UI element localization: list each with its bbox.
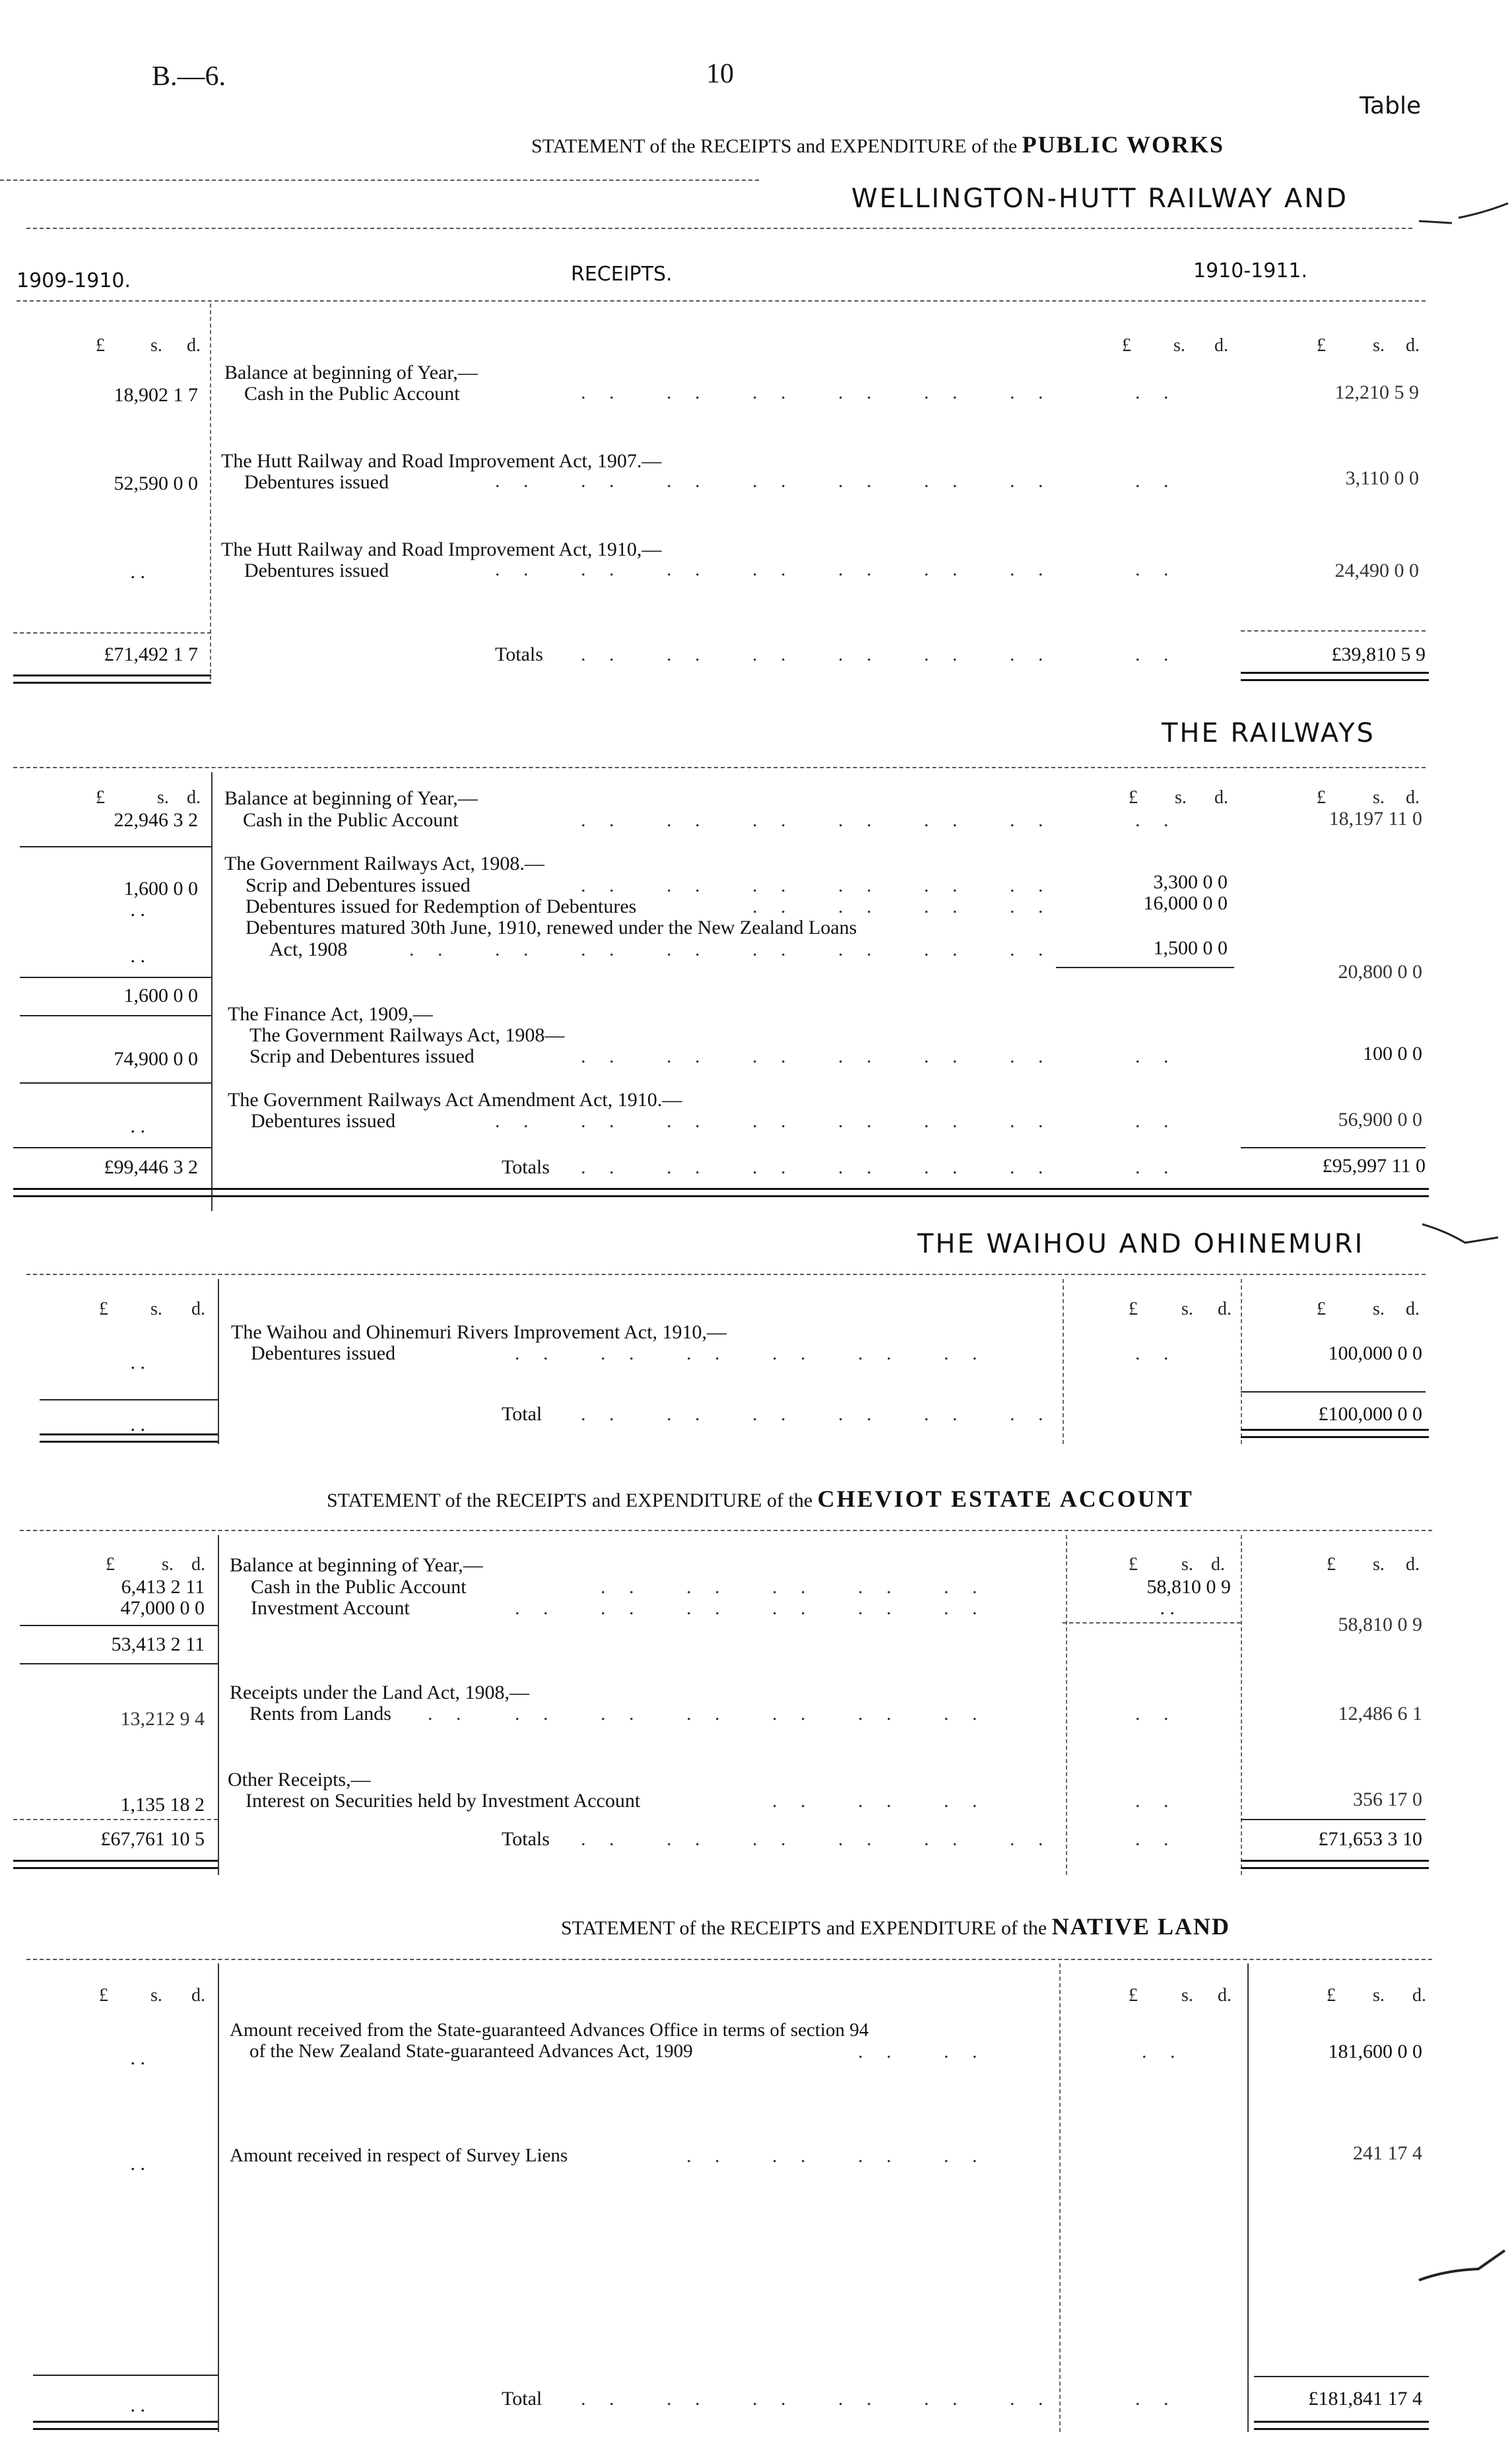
dot-leader: . . <box>515 1342 558 1364</box>
col-header-receipts: RECEIPTS. <box>571 263 673 286</box>
row-heading: The Finance Act, 1909,— <box>228 1003 433 1025</box>
dot-leader: . . <box>1010 1403 1053 1425</box>
dot-leader: . . <box>752 2388 795 2410</box>
dot-leader: . . <box>752 1828 795 1850</box>
curr-amount: 100 0 0 <box>1363 1043 1422 1065</box>
unit-label: d. <box>1406 1299 1420 1319</box>
unit-label: £ <box>1129 1299 1138 1319</box>
unit-label: s. <box>162 1554 174 1575</box>
prev-total: . . <box>130 2394 145 2416</box>
dot-leader: . . <box>409 938 452 960</box>
prev-amount: . . <box>130 2153 145 2175</box>
dot-leader: . . <box>838 558 881 580</box>
unit-label: s. <box>1373 1554 1385 1575</box>
dot-leader: . . <box>752 809 795 831</box>
dot-leader: . . <box>601 1703 643 1724</box>
curr-amount: 24,490 0 0 <box>1334 560 1419 581</box>
prev-amount: 1,135 18 2 <box>120 1794 205 1816</box>
dot-leader: . . <box>581 1403 624 1425</box>
dot-leader: . . <box>944 1703 987 1724</box>
unit-label: STATEMENT of the RECEIPTS and EXPENDITURE of the <box>531 135 1018 157</box>
dot-leader: . . <box>924 1828 967 1850</box>
totals-label: Totals <box>502 1828 550 1850</box>
row-item: Cash in the Public Account <box>243 809 459 831</box>
unit-label: NATIVE LAND <box>1051 1913 1231 1940</box>
dot-leader: . . <box>581 381 624 403</box>
dot-leader: . . <box>601 1597 643 1619</box>
unit-label: CHEVIOT ESTATE ACCOUNT <box>817 1486 1194 1512</box>
row-text-cont: of the New Zealand State-guaranteed Advances Act, 1909 <box>249 2041 693 2062</box>
unit-label: s. <box>150 1299 162 1319</box>
curr-amount: 241 17 4 <box>1353 2142 1422 2164</box>
dot-leader: . . <box>772 1597 815 1619</box>
prev-amount: . . <box>130 899 145 921</box>
dot-leader: . . <box>495 558 538 580</box>
dot-leader: . . <box>515 1703 558 1724</box>
prev-amount: . . <box>130 561 145 583</box>
unit-shillings: s. <box>1173 335 1185 356</box>
table-label: Table <box>1360 92 1422 119</box>
dot-leader: . . <box>667 1110 709 1132</box>
section-title-wellington-hutt: WELLINGTON-HUTT RAILWAY AND <box>851 183 1348 214</box>
curr-total: £95,997 11 0 <box>1322 1155 1426 1177</box>
dot-leader: . . <box>1010 809 1053 831</box>
dot-leader: . . <box>1010 643 1053 665</box>
unit-pence: d. <box>1406 335 1420 356</box>
unit-label: d. <box>191 1985 205 2006</box>
dot-leader: . . <box>581 874 624 896</box>
sub-amount: 1,500 0 0 <box>1153 937 1228 959</box>
dot-leader: . . <box>1142 2041 1185 2062</box>
dot-leader: . . <box>838 1403 881 1425</box>
unit-label: d. <box>1214 787 1228 808</box>
dot-leader: . . <box>495 1110 538 1132</box>
dot-leader: . . <box>752 1110 795 1132</box>
unit-shillings: s. <box>1373 335 1385 356</box>
statement-header <box>531 131 1224 158</box>
dot-leader: . . <box>838 2388 881 2410</box>
dot-leader: . . <box>581 2388 624 2410</box>
sub-amount: . . <box>1160 1597 1175 1619</box>
unit-label: £ <box>1327 1985 1336 2006</box>
row-heading: The Hutt Railway and Road Improvement Act, 1910,— <box>221 539 662 560</box>
row-heading: Balance at beginning of Year,— <box>224 362 478 383</box>
dot-leader: . . <box>752 643 795 665</box>
dot-leader: . . <box>667 874 709 896</box>
dot-leader: . . <box>581 1045 624 1067</box>
unit-label: s. <box>157 787 169 808</box>
dot-leader: . . <box>686 1342 729 1364</box>
totals-label: Totals <box>502 1156 550 1178</box>
curr-total: £100,000 0 0 <box>1318 1403 1422 1425</box>
dot-leader: . . <box>838 896 881 917</box>
dot-leader: . . <box>581 470 624 492</box>
unit-label: d. <box>1218 1299 1232 1319</box>
dot-leader: . . <box>667 1403 709 1425</box>
row-item: Cash in the Public Account <box>244 383 460 405</box>
unit-label: £ <box>99 1985 108 2006</box>
row-item: Rents from Lands <box>249 1703 391 1724</box>
unit-label: PUBLIC WORKS <box>1022 131 1225 158</box>
curr-total: £71,653 3 10 <box>1318 1828 1422 1850</box>
dot-leader: . . <box>752 558 795 580</box>
dot-leader: . . <box>667 1045 709 1067</box>
dot-leader: . . <box>924 1403 967 1425</box>
unit-label: d. <box>1211 1554 1225 1575</box>
dot-leader: . . <box>495 938 538 960</box>
dot-leader: . . <box>1010 381 1053 403</box>
dot-leader: . . <box>1010 1045 1053 1067</box>
unit-label: d. <box>1406 787 1420 808</box>
dot-leader: . . <box>581 938 624 960</box>
dot-leader: . . <box>858 1342 901 1364</box>
prev-amount: 1,600 0 0 <box>123 878 198 900</box>
dot-leader: . . <box>944 1576 987 1598</box>
row-item: Scrip and Debentures issued <box>246 874 471 896</box>
dot-leader: . . <box>1135 1156 1178 1178</box>
dot-leader: . . <box>667 1828 709 1850</box>
dot-leader: . . <box>944 1597 987 1619</box>
dot-leader: . . <box>495 470 538 492</box>
unit-label: s. <box>1373 1299 1385 1319</box>
unit-pounds: £ <box>96 335 105 356</box>
unit-shillings: s. <box>150 335 162 356</box>
dot-leader: . . <box>581 643 624 665</box>
unit-label: s. <box>1175 787 1187 808</box>
dot-leader: . . <box>1135 1703 1178 1724</box>
dot-leader: . . <box>838 809 881 831</box>
dot-leader: . . <box>838 874 881 896</box>
dot-leader: . . <box>686 1597 729 1619</box>
unit-label: STATEMENT of the RECEIPTS and EXPENDITURE of the <box>327 1490 813 1511</box>
dot-leader: . . <box>924 809 967 831</box>
unit-pounds: £ <box>1122 335 1131 356</box>
dot-leader: . . <box>667 938 709 960</box>
row-item: Investment Account <box>251 1597 410 1619</box>
dot-leader: . . <box>601 1342 643 1364</box>
curr-amount: 12,210 5 9 <box>1334 381 1419 403</box>
unit-label: s. <box>1373 787 1385 808</box>
unit-label: d. <box>191 1299 205 1319</box>
unit-label: d. <box>1412 1985 1426 2006</box>
page-reference: B.—6. <box>152 61 226 92</box>
dot-leader: . . <box>1135 470 1178 492</box>
curr-amount: 12,486 6 1 <box>1338 1703 1422 1724</box>
dot-leader: . . <box>1135 809 1178 831</box>
dot-leader: . . <box>667 381 709 403</box>
curr-total: £39,810 5 9 <box>1331 643 1426 665</box>
dot-leader: . . <box>667 470 709 492</box>
row-text: Amount received from the State-guaranteed Advances Office in terms of section 94 <box>230 2020 869 2041</box>
dot-leader: . . <box>1010 896 1053 917</box>
unit-label: d. <box>1218 1985 1232 2006</box>
prev-amount: 52,590 0 0 <box>114 473 198 494</box>
dot-leader: . . <box>924 1156 967 1178</box>
dot-leader: . . <box>752 1403 795 1425</box>
dot-leader: . . <box>838 1045 881 1067</box>
unit-label: £ <box>106 1554 115 1575</box>
row-item: Debentures issued <box>244 560 389 581</box>
dot-leader: . . <box>772 2145 815 2167</box>
dot-leader: . . <box>858 2145 901 2167</box>
unit-label: £ <box>1327 1554 1336 1575</box>
prev-total: £99,446 3 2 <box>104 1156 198 1178</box>
dot-leader: . . <box>924 874 967 896</box>
dot-leader: . . <box>772 1790 815 1812</box>
dot-leader: . . <box>1010 938 1053 960</box>
curr-amount: 356 17 0 <box>1353 1789 1422 1810</box>
unit-label: s. <box>1181 1985 1193 2006</box>
col-header-1909-1910: 1909-1910. <box>16 269 131 292</box>
prev-total: £67,761 10 5 <box>100 1828 205 1850</box>
row-item: Debentures issued <box>251 1342 396 1364</box>
dot-leader: . . <box>772 1703 815 1724</box>
dot-leader: . . <box>1135 558 1178 580</box>
prev-total: . . <box>130 1414 145 1435</box>
dot-leader: . . <box>1010 1110 1053 1132</box>
dot-leader: . . <box>686 1703 729 1724</box>
row-heading: Balance at beginning of Year,— <box>224 787 478 809</box>
dot-leader: . . <box>838 1156 881 1178</box>
dot-leader: . . <box>1135 381 1178 403</box>
curr-total: £181,841 17 4 <box>1308 2388 1422 2410</box>
unit-pounds: £ <box>1317 335 1326 356</box>
dot-leader: . . <box>581 1156 624 1178</box>
dot-leader: . . <box>924 896 967 917</box>
dot-leader: . . <box>838 938 881 960</box>
dot-leader: . . <box>944 1342 987 1364</box>
row-heading: Receipts under the Land Act, 1908,— <box>230 1682 530 1703</box>
totals-label: Totals <box>495 643 543 665</box>
unit-label: d. <box>187 787 201 808</box>
dot-leader: . . <box>924 470 967 492</box>
dot-leader: . . <box>667 1156 709 1178</box>
curr-amount: 20,800 0 0 <box>1338 961 1422 983</box>
dot-leader: . . <box>667 558 709 580</box>
dot-leader: . . <box>858 2041 901 2062</box>
curr-amount: 18,197 11 0 <box>1329 808 1422 830</box>
row-item: Debentures issued for Redemption of Debentures <box>246 896 637 917</box>
dot-leader: . . <box>1010 558 1053 580</box>
dot-leader: . . <box>1135 1790 1178 1812</box>
dot-leader: . . <box>858 1576 901 1598</box>
col-header-1910-1911: 1910-1911. <box>1193 259 1308 282</box>
dot-leader: . . <box>1010 1156 1053 1178</box>
prev-subtotal: 1,600 0 0 <box>123 985 198 1006</box>
statement-header-native-land <box>561 1913 1230 1940</box>
prev-total: £71,492 1 7 <box>104 643 198 665</box>
dot-leader: . . <box>944 2145 987 2167</box>
unit-label: s. <box>1181 1299 1193 1319</box>
dot-leader: . . <box>838 643 881 665</box>
prev-amount: 47,000 0 0 <box>120 1597 205 1619</box>
row-item: Interest on Securities held by Investment Account <box>246 1790 641 1812</box>
dot-leader: . . <box>752 1156 795 1178</box>
dot-leader: . . <box>838 381 881 403</box>
page-number: 10 <box>706 59 734 89</box>
sub-amount: 16,000 0 0 <box>1143 892 1228 914</box>
dot-leader: . . <box>1135 1342 1178 1364</box>
row-heading: The Government Railways Act, 1908.— <box>224 853 544 874</box>
row-item-cont: Act, 1908 <box>269 938 348 960</box>
row-item: Debentures issued <box>251 1110 396 1132</box>
unit-label: s. <box>1373 1985 1385 2006</box>
dot-leader: . . <box>944 1790 987 1812</box>
sub-amount: 58,810 0 9 <box>1146 1576 1231 1598</box>
dot-leader: . . <box>838 1110 881 1132</box>
dot-leader: . . <box>667 809 709 831</box>
curr-amount: 181,600 0 0 <box>1328 2041 1422 2062</box>
unit-label: d. <box>191 1554 205 1575</box>
dot-leader: . . <box>686 2145 729 2167</box>
dot-leader: . . <box>581 558 624 580</box>
dot-leader: . . <box>1135 2388 1178 2410</box>
unit-label: £ <box>1129 1985 1138 2006</box>
unit-label: £ <box>1317 787 1326 808</box>
curr-amount: 100,000 0 0 <box>1328 1342 1422 1364</box>
dot-leader: . . <box>772 1576 815 1598</box>
dot-leader: . . <box>1135 1110 1178 1132</box>
dot-leader: . . <box>581 1110 624 1132</box>
unit-label: d. <box>1406 1554 1420 1575</box>
unit-label: £ <box>1317 1299 1326 1319</box>
dot-leader: . . <box>428 1703 471 1724</box>
pen-mark-icon <box>1419 1218 1505 1251</box>
row-heading: Other Receipts,— <box>228 1769 371 1790</box>
dot-leader: . . <box>1135 1828 1178 1850</box>
sub-amount: 3,300 0 0 <box>1153 871 1228 893</box>
prev-amount: 18,902 1 7 <box>114 384 198 406</box>
dot-leader: . . <box>752 470 795 492</box>
unit-label: STATEMENT of the RECEIPTS and EXPENDITURE of the <box>561 1917 1047 1939</box>
dot-leader: . . <box>858 1790 901 1812</box>
unit-label: £ <box>99 1299 108 1319</box>
totals-label: Total <box>502 1403 542 1425</box>
dot-leader: . . <box>752 938 795 960</box>
dot-leader: . . <box>924 558 967 580</box>
unit-pence: d. <box>187 335 201 356</box>
dot-leader: . . <box>924 938 967 960</box>
row-heading: The Waihou and Ohinemuri Rivers Improvement Act, 1910,— <box>231 1321 727 1343</box>
pen-mark-icon <box>1412 2237 1511 2290</box>
dot-leader: . . <box>944 2041 987 2062</box>
totals-label: Total <box>502 2388 542 2410</box>
dot-leader: . . <box>924 381 967 403</box>
row-heading: The Hutt Railway and Road Improvement Act, 1907.— <box>221 450 662 472</box>
dot-leader: . . <box>667 643 709 665</box>
statement-header-cheviot <box>327 1485 1194 1513</box>
dot-leader: . . <box>838 470 881 492</box>
curr-amount: 56,900 0 0 <box>1338 1109 1422 1131</box>
prev-amount: 13,212 9 4 <box>120 1708 205 1730</box>
row-heading: Balance at beginning of Year,— <box>230 1554 483 1576</box>
dot-leader: . . <box>858 1703 901 1724</box>
curr-amount: 3,110 0 0 <box>1345 467 1419 489</box>
dot-leader: . . <box>667 2388 709 2410</box>
dot-leader: . . <box>1010 470 1053 492</box>
prev-amount: 6,413 2 11 <box>121 1576 205 1598</box>
dot-leader: . . <box>752 1045 795 1067</box>
dot-leader: . . <box>924 2388 967 2410</box>
row-item: Debentures issued <box>244 471 389 493</box>
dot-leader: . . <box>1010 1828 1053 1850</box>
dot-leader: . . <box>752 381 795 403</box>
section-title-waihou-ohinemuri: THE WAIHOU AND OHINEMURI <box>917 1229 1365 1259</box>
section-title-railways: THE RAILWAYS <box>1162 718 1375 748</box>
dot-leader: . . <box>858 1597 901 1619</box>
row-heading: The Government Railways Act Amendment Act, 1910.— <box>228 1089 682 1111</box>
prev-subtotal: 53,413 2 11 <box>111 1633 205 1655</box>
row-item: Debentures matured 30th June, 1910, renewed under the New Zealand Loans <box>246 917 857 938</box>
unit-label: s. <box>150 1985 162 2006</box>
dot-leader: . . <box>1135 1045 1178 1067</box>
dot-leader: . . <box>752 896 795 917</box>
dot-leader: . . <box>515 1597 558 1619</box>
prev-amount: . . <box>130 2047 145 2069</box>
prev-amount: . . <box>130 945 145 967</box>
row-item: Cash in the Public Account <box>251 1576 467 1598</box>
dot-leader: . . <box>924 1110 967 1132</box>
prev-amount: . . <box>130 1352 145 1373</box>
unit-label: £ <box>1129 787 1138 808</box>
row-item: Scrip and Debentures issued <box>249 1045 475 1067</box>
dot-leader: . . <box>1010 874 1053 896</box>
pen-mark-icon <box>1412 198 1511 238</box>
row-subheading: The Government Railways Act, 1908— <box>249 1024 565 1046</box>
dot-leader: . . <box>601 1576 643 1598</box>
dot-leader: . . <box>924 643 967 665</box>
dot-leader: . . <box>752 874 795 896</box>
dot-leader: . . <box>924 1045 967 1067</box>
dot-leader: . . <box>686 1576 729 1598</box>
dot-leader: . . <box>772 1342 815 1364</box>
unit-pence: d. <box>1214 335 1228 356</box>
dot-leader: . . <box>1010 2388 1053 2410</box>
dot-leader: . . <box>838 1828 881 1850</box>
unit-label: s. <box>1181 1554 1193 1575</box>
dot-leader: . . <box>581 1828 624 1850</box>
dot-leader: . . <box>1135 643 1178 665</box>
prev-amount: 22,946 3 2 <box>114 809 198 831</box>
unit-label: £ <box>1129 1554 1138 1575</box>
prev-amount: 74,900 0 0 <box>114 1048 198 1070</box>
curr-amount: 58,810 0 9 <box>1338 1614 1422 1635</box>
row-text: Amount received in respect of Survey Liens <box>230 2145 568 2166</box>
unit-label: £ <box>96 787 105 808</box>
dot-leader: . . <box>581 809 624 831</box>
prev-amount: . . <box>130 1115 145 1137</box>
